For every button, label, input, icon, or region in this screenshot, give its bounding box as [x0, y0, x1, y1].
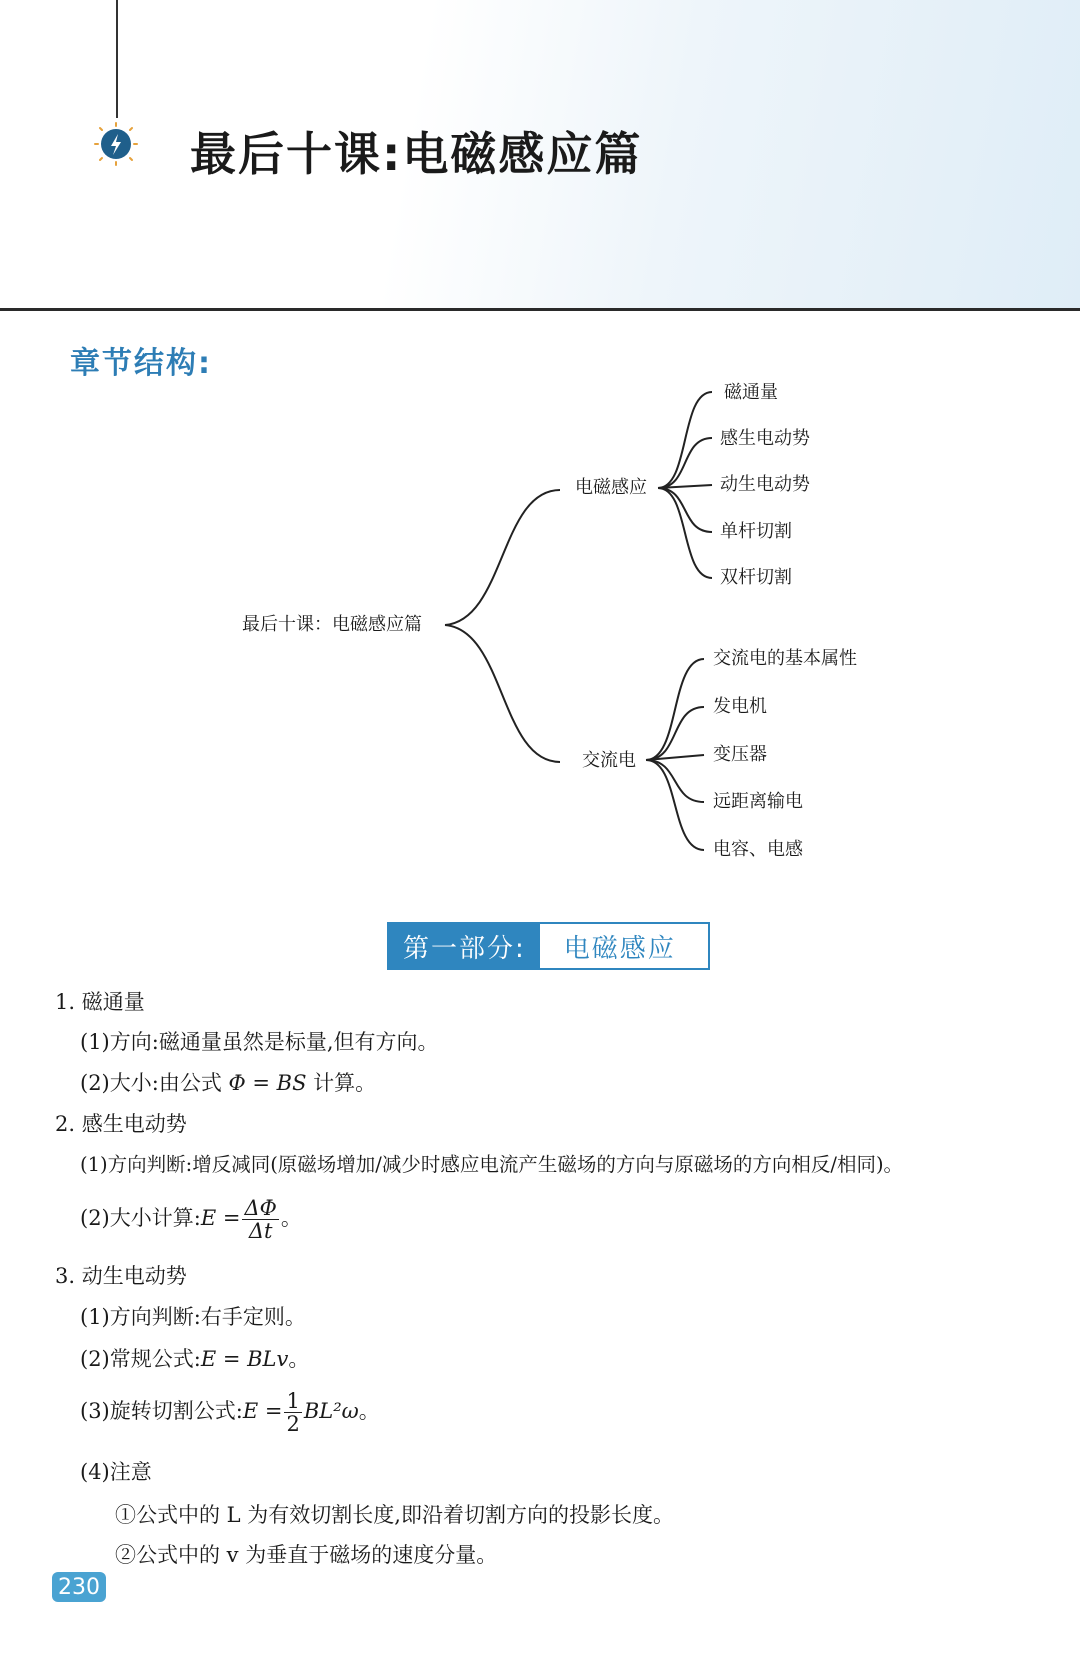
- leaf-transformer: 变压器: [713, 744, 767, 765]
- rotation-fraction: [284, 1390, 301, 1435]
- section-3-item-4: (4)注意: [80, 1460, 152, 1484]
- section-2-item-2: [80, 1193, 302, 1243]
- section-3-item-2-suffix: 。: [288, 1347, 310, 1371]
- part-label: 第一部分:: [387, 922, 540, 970]
- rotation-rhs: BL²ω: [303, 1399, 359, 1423]
- section-3-item-3-prefix: (3)旋转切割公式:: [80, 1399, 243, 1423]
- section-3-item-1: (1)方向判断:右手定则。: [80, 1305, 306, 1329]
- leaf-motional-emf: 动生电动势: [720, 474, 810, 495]
- blv-formula: E = BLv: [200, 1347, 289, 1371]
- branch-em-induction: 电磁感应: [575, 477, 647, 498]
- section-2-title: 2. 感生电动势: [55, 1112, 187, 1136]
- leaf-capacitor-inductor: 电容、电感: [713, 839, 803, 860]
- lightbulb-icon: [94, 122, 138, 166]
- leaf-magnetic-flux: 磁通量: [724, 382, 778, 403]
- section-1-item-2-prefix: (2)大小:由公式: [80, 1071, 229, 1095]
- section-1-item-1: (1)方向:磁通量虽然是标量,但有方向。: [80, 1030, 439, 1054]
- flux-formula: Φ = BS: [228, 1071, 307, 1095]
- section-3-item-2: [80, 1345, 309, 1373]
- section-1-item-2: [80, 1069, 376, 1097]
- leaf-power-transmission: 远距离输电: [713, 791, 803, 812]
- leaf-ac-properties: 交流电的基本属性: [713, 648, 857, 669]
- rotation-numerator: 1: [286, 1389, 300, 1413]
- branch-alternating-current: 交流电: [582, 750, 636, 771]
- part-banner: [387, 922, 710, 970]
- section-3-note-1: ①公式中的 L 为有效切割长度,即沿着切割方向的投影长度。: [115, 1503, 674, 1527]
- page-title: 最后十课:电磁感应篇: [190, 127, 643, 181]
- rotation-lhs: E =: [242, 1399, 283, 1423]
- section-2-item-2-suffix: 。: [280, 1206, 302, 1230]
- part-name: 电磁感应: [540, 922, 710, 970]
- section-3-item-3: [80, 1386, 380, 1436]
- section-3-note-2: ②公式中的 v 为垂直于磁场的速度分量。: [115, 1543, 498, 1567]
- leaf-induced-emf: 感生电动势: [720, 428, 810, 449]
- page-number: 230: [52, 1572, 106, 1602]
- mind-map: [0, 370, 1080, 870]
- header-divider: [0, 308, 1080, 311]
- section-1-title: 1. 磁通量: [55, 990, 145, 1014]
- section-2-item-1: (1)方向判断:增反减同(原磁场增加/减少时感应电流产生磁场的方向与原磁场的方向相反/相同)。: [80, 1153, 904, 1176]
- lamp-wire: [116, 0, 118, 118]
- leaf-generator: 发电机: [713, 696, 767, 717]
- section-1-item-2-suffix: 计算。: [306, 1071, 377, 1095]
- mind-map-root: 最后十课：电磁感应篇: [242, 614, 422, 635]
- section-3-title: 3. 动生电动势: [55, 1264, 187, 1288]
- leaf-double-rod: 双杆切割: [720, 567, 792, 588]
- section-3-item-2-prefix: (2)常规公式:: [80, 1347, 201, 1371]
- section-3-item-3-suffix: 。: [358, 1399, 380, 1423]
- emf-numerator: ΔΦ: [244, 1196, 277, 1220]
- mind-map-connectors: [0, 370, 1080, 870]
- section-2-item-2-prefix: (2)大小计算:: [80, 1206, 201, 1230]
- rotation-denominator: 2: [286, 1412, 300, 1436]
- section-heading: 章节结构:: [70, 346, 212, 381]
- emf-fraction: [242, 1197, 278, 1242]
- leaf-single-rod: 单杆切割: [720, 521, 792, 542]
- emf-lhs: E =: [200, 1206, 241, 1230]
- emf-denominator: Δt: [248, 1219, 273, 1243]
